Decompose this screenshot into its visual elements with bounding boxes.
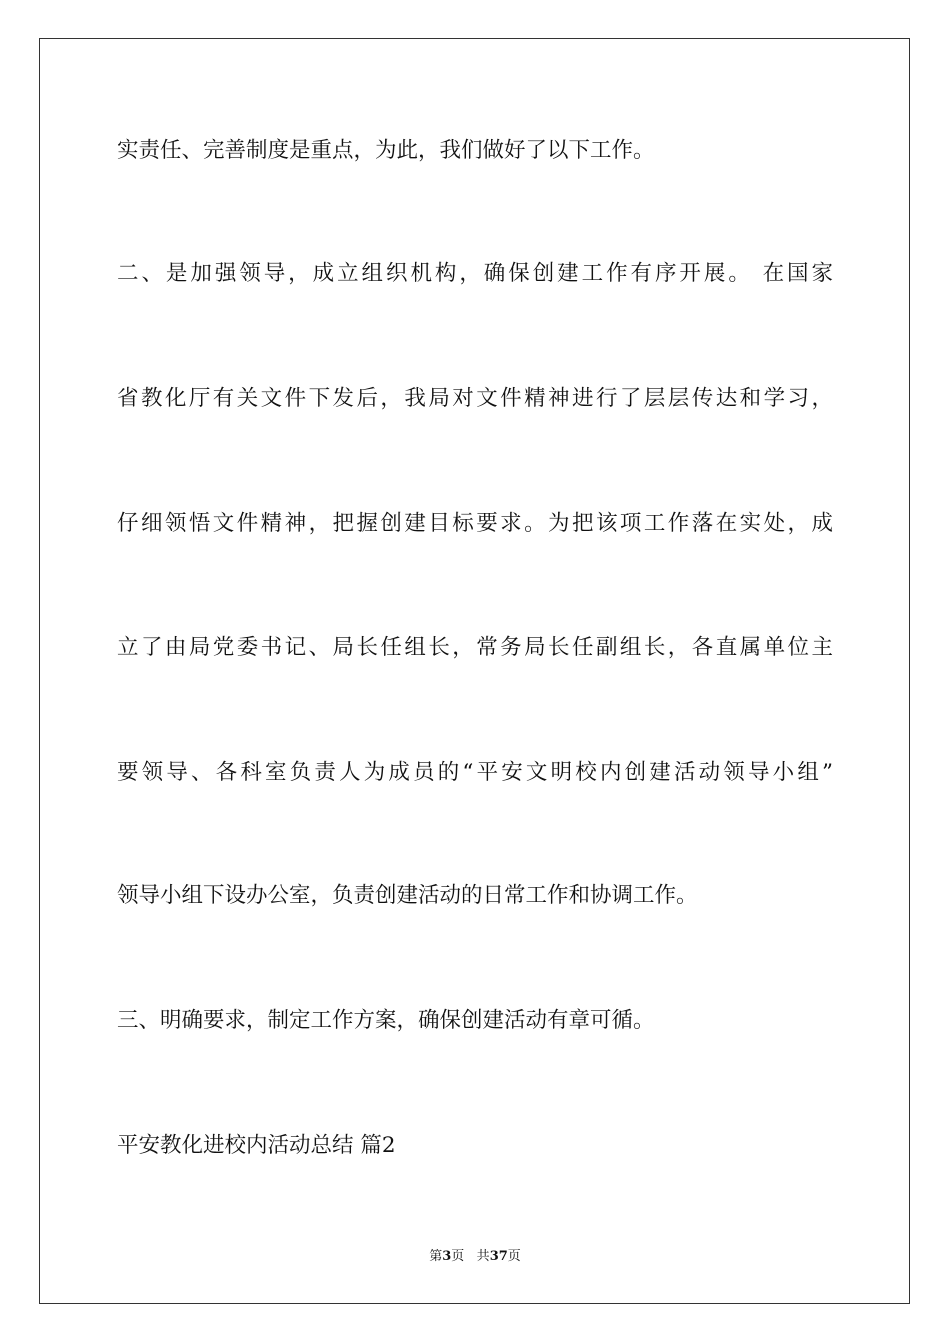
text-line-6: 要领导、各科室负责人为成员的“平安文明校内创建活动领导小组” [117, 760, 833, 785]
footer-page-number: 3 [442, 1249, 452, 1264]
page-footer [0, 1245, 950, 1264]
text-line-5: 立了由局党委书记、局长任组长，常务局长任副组长，各直属单位主 [117, 635, 833, 660]
footer-page-suffix: 页 [451, 1249, 465, 1264]
footer-total-pages: 37 [489, 1249, 508, 1264]
text-line-1: 实责任、完善制度是重点，为此，我们做好了以下工作。 [117, 138, 655, 163]
footer-total-suffix: 页 [507, 1249, 521, 1264]
section-heading: 平安教化进校内活动总结 篇2 [117, 1133, 396, 1158]
page-border [39, 38, 910, 1304]
text-line-2: 二、是加强领导，成立组织机构，确保创建工作有序开展。 在国家 [117, 261, 833, 286]
footer-total-prefix: 共 [476, 1249, 490, 1264]
text-line-4: 仔细领悟文件精神，把握创建目标要求。为把该项工作落在实处，成 [117, 511, 833, 536]
text-line-7: 领导小组下设办公室，负责创建活动的日常工作和协调工作。 [117, 883, 698, 908]
text-line-3: 省教化厅有关文件下发后，我局对文件精神进行了层层传达和学习， [117, 386, 833, 411]
text-line-8: 三、明确要求，制定工作方案，确保创建活动有章可循。 [117, 1008, 655, 1033]
footer-page-prefix: 第 [429, 1249, 443, 1264]
